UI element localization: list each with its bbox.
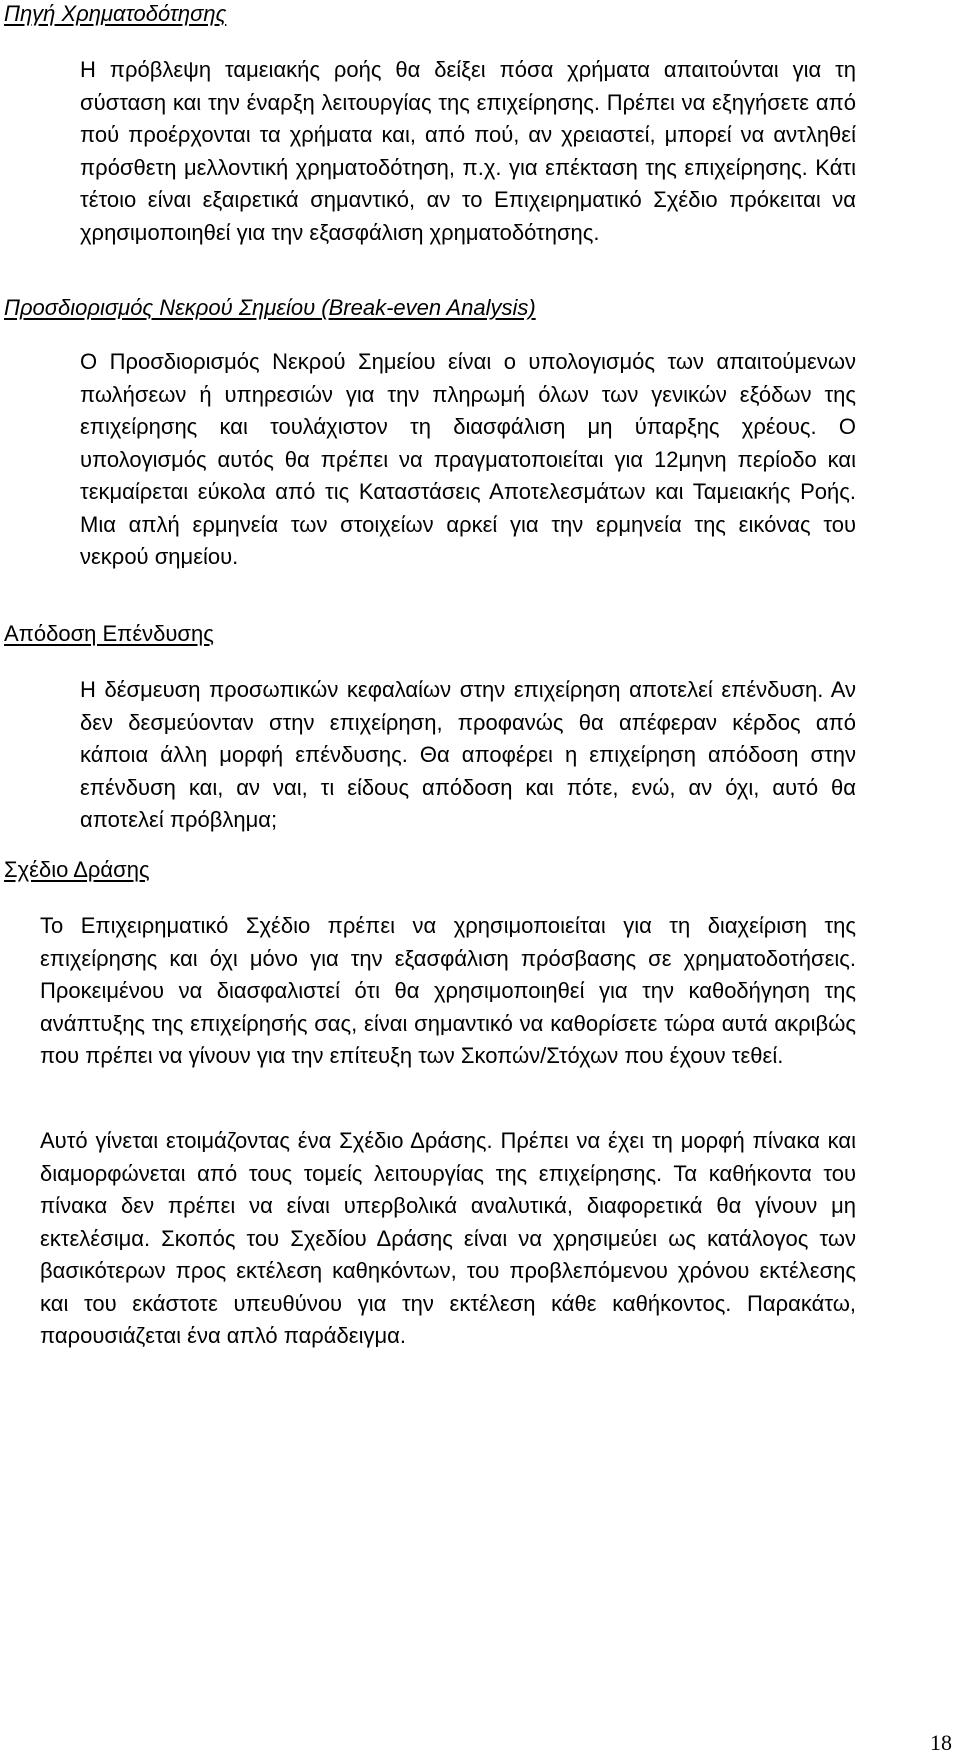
action-plan-paragraph-1: Το Επιχειρηματικό Σχέδιο πρέπει να χρησιμοποιείται για τη διαχείριση της επιχείρησης και όχι μόνο για την εξασφάλιση πρόσβασης σε χρηματοδοτήσεις. Προκειμένου να διασφαλιστεί ότι θα χρησιμοποιηθεί για την καθοδήγηση της ανάπτυξης της επιχείρησής σας, είναι σημαντικό να καθορίσετε τώρα αυτά ακριβώς που πρέπει να γίνουν για την επίτευξη των Σκοπών/Στόχων που έχουν τεθεί. — [40, 913, 856, 1068]
page-number: 18 — [930, 1730, 952, 1755]
action-plan-paragraph-2: Αυτό γίνεται ετοιμάζοντας ένα Σχέδιο Δράσης. Πρέπει να έχει τη μορφή πίνακα και διαμορφώνεται από τους τομείς λειτουργίας της επιχείρησης. Τα καθήκοντα του πίνακα δεν πρέπει να είναι υπερβολικά αναλυτικά, διαφορετικά θα γίνουν μη εκτελέσιμα. Σκοπός του Σχεδίου Δράσης είναι να χρησιμεύει ως κατάλογος των βασικότερων προς εκτέλεση καθηκόντων, του προβλεπόμενου χρόνου εκτέλεσης και του εκάστοτε υπευθύνου για την εκτέλεση κάθε καθήκοντος. Παρακάτω, παρουσιάζεται ένα απλό παράδειγμα. — [40, 1128, 856, 1348]
section-heading-break-even-analysis: Προσδιορισμός Νεκρού Σημείου (Break-even Analysis) — [4, 295, 536, 320]
section-heading-action-plan: Σχέδιο Δράσης — [4, 857, 150, 882]
return-on-investment-paragraph: Η δέσμευση προσωπικών κεφαλαίων στην επιχείρηση αποτελεί επένδυση. Αν δεν δεσμεύονταν στην επιχείρηση, προφανώς θα απέφεραν κέρδος από κάποια άλλη μορφή επένδυσης. Θα αποφέρει η επιχείρηση απόδοση στην επένδυση και, αν ναι, τι είδους απόδοση και πότε, ενώ, αν όχι, αυτό θα αποτελεί πρόβλημα; — [80, 677, 856, 832]
break-even-paragraph: Ο Προσδιορισμός Νεκρού Σημείου είναι ο υπολογισμός των απαιτούμενων πωλήσεων ή υπηρεσιών για την πληρωμή όλων των γενικών εξόδων της επιχείρησης και τουλάχιστον τη διασφάλιση μη ύπαρξης χρέους. Ο υπολογισμός αυτός θα πρέπει να πραγματοποιείται για 12μηνη περίοδο και τεκμαίρεται εύκολα από τις Καταστάσεις Αποτελεσμάτων και Ταμειακής Ροής. Μια απλή ερμηνεία των στοιχείων αρκεί για την ερμηνεία της εικόνας του νεκρού σημείου. — [80, 349, 856, 569]
funding-source-paragraph: Η πρόβλεψη ταμειακής ροής θα δείξει πόσα χρήματα απαιτούνται για τη σύσταση και την έναρξη λειτουργίας της επιχείρησης. Πρέπει να εξηγήσετε από πού προέρχονται τα χρήματα και, από πού, αν χρειαστεί, μπορεί να αντληθεί πρόσθετη μελλοντική χρηματοδότηση, π.χ. για επέκταση της επιχείρησης. Κάτι τέτοιο είναι εξαιρετικά σημαντικό, αν το Επιχειρηματικό Σχέδιο πρόκειται να χρησιμοποιηθεί για την εξασφάλιση χρηματοδότησης. — [80, 57, 856, 245]
section-heading-funding-source: Πηγή Χρηματοδότησης — [4, 1, 227, 26]
section-heading-return-on-investment: Απόδοση Επένδυσης — [4, 621, 214, 646]
